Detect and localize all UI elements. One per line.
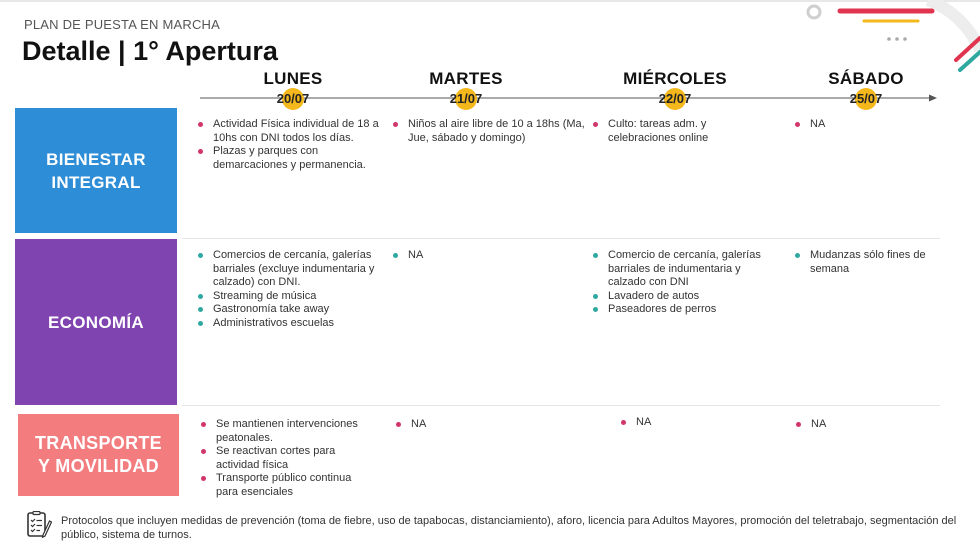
list-item: Comercio de cercanía, galerías barriales de indumentaria y calzado con DNI bbox=[593, 249, 771, 290]
cell-economia-miercoles bbox=[593, 249, 771, 317]
cell-transporte-miercoles bbox=[621, 416, 751, 430]
day-date: 20/07 bbox=[277, 91, 310, 106]
day-martes bbox=[406, 69, 526, 108]
list-item: Niños al aire libre de 10 a 18hs (Ma, Jue, sábado y domingo) bbox=[393, 118, 587, 145]
list-item: Mudanzas sólo fines de semana bbox=[795, 249, 930, 276]
category-label: BIENESTAR INTEGRAL bbox=[46, 149, 146, 192]
page-kicker: PLAN DE PUESTA EN MARCHA bbox=[24, 17, 220, 32]
day-lunes bbox=[233, 69, 353, 108]
checklist-icon bbox=[26, 511, 52, 539]
list-item: Streaming de música bbox=[198, 290, 386, 304]
day-miercoles bbox=[615, 69, 735, 108]
page-title: Detalle | 1° Apertura bbox=[22, 36, 278, 66]
cell-bienestar-sabado bbox=[795, 118, 925, 132]
decor-stripe-pink bbox=[956, 38, 980, 60]
cell-transporte-martes bbox=[396, 418, 526, 432]
list-item: Administrativos escuelas bbox=[198, 317, 386, 331]
footer-protocols-text: Protocolos que incluyen medidas de prevención (toma de fiebre, uso de tapabocas, distanciamiento), aforo, licencia para Adultos Mayores, promoción del teletrabajo, segmentación del público, sistema de turnos. bbox=[61, 515, 957, 541]
day-date: 25/07 bbox=[850, 91, 883, 106]
timeline-arrow-icon bbox=[929, 95, 937, 102]
list-item: Gastronomía take away bbox=[198, 303, 386, 317]
cell-bienestar-miercoles bbox=[593, 118, 753, 145]
cell-economia-lunes bbox=[198, 249, 386, 330]
list-item: Paseadores de perros bbox=[593, 303, 771, 317]
category-transporte-movilidad bbox=[18, 414, 179, 496]
list-item: NA bbox=[396, 418, 526, 432]
decor-arc bbox=[928, 0, 980, 50]
day-name: MIÉRCOLES bbox=[623, 69, 727, 88]
day-date: 21/07 bbox=[450, 91, 483, 106]
day-name: SÁBADO bbox=[828, 69, 904, 88]
cell-transporte-lunes bbox=[201, 418, 376, 499]
category-label: TRANSPORTE Y MOVILIDAD bbox=[34, 433, 162, 476]
row-divider bbox=[182, 238, 940, 239]
ring-icon bbox=[808, 6, 820, 18]
day-name: LUNES bbox=[263, 69, 323, 88]
list-item: Plazas y parques con demarcaciones y permanencia. bbox=[198, 145, 384, 172]
list-item: NA bbox=[621, 416, 751, 430]
day-date: 22/07 bbox=[659, 91, 692, 106]
list-item: NA bbox=[795, 118, 925, 132]
list-item: Actividad Física individual de 18 a 10hs con DNI todos los días. bbox=[198, 118, 384, 145]
cell-bienestar-martes bbox=[393, 118, 587, 145]
list-item: Comercios de cercanía, galerías barriales (excluye indumentaria y calzado) con DNI. bbox=[198, 249, 386, 290]
category-economia bbox=[15, 239, 177, 405]
list-item: Se reactivan cortes para actividad física bbox=[201, 445, 376, 472]
row-divider bbox=[182, 405, 940, 406]
list-item: Culto: tareas adm. y celebraciones online bbox=[593, 118, 753, 145]
list-item: Lavadero de autos bbox=[593, 290, 771, 304]
list-item: Se mantienen intervenciones peatonales. bbox=[201, 418, 376, 445]
category-label: ECONOMÍA bbox=[48, 312, 144, 332]
cell-transporte-sabado bbox=[796, 418, 926, 432]
list-item: NA bbox=[796, 418, 926, 432]
cell-economia-martes bbox=[393, 249, 543, 263]
cell-bienestar-lunes bbox=[198, 118, 384, 172]
list-item: NA bbox=[393, 249, 543, 263]
cell-economia-sabado bbox=[795, 249, 930, 276]
list-item: Transporte público continua para esenciales bbox=[201, 472, 376, 499]
day-sabado bbox=[806, 69, 926, 108]
day-name: MARTES bbox=[429, 69, 503, 88]
top-border bbox=[0, 0, 980, 2]
category-bienestar-integral bbox=[15, 108, 177, 233]
decor-stripe-teal bbox=[960, 52, 980, 70]
